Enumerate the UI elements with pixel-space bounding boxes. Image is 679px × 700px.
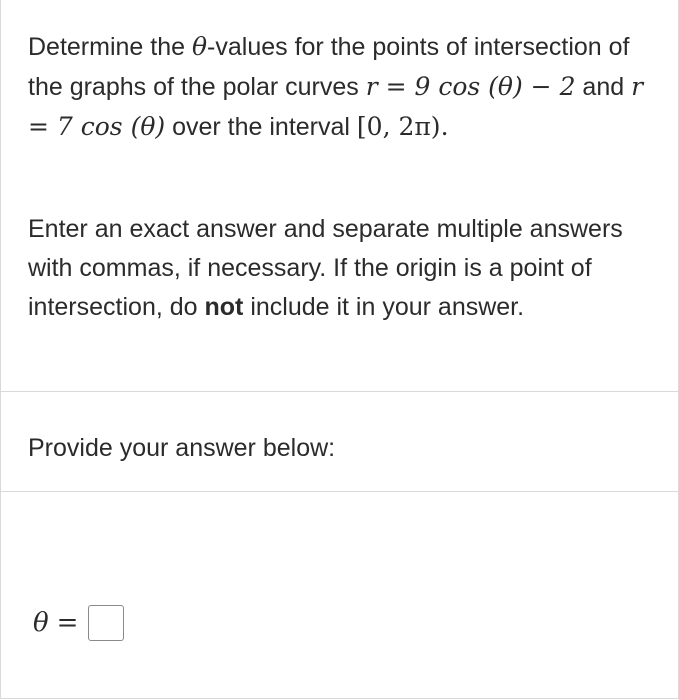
curve-2-equation: r = 7 cos (θ) — [28, 72, 644, 141]
question-body: -values for the points of intersection of the graphs of the polar curves — [28, 33, 630, 101]
theta-symbol: θ — [191, 32, 208, 61]
over-text: over the interval — [165, 113, 357, 141]
answer-variable: θ — [33, 608, 49, 638]
answer-row — [33, 603, 124, 643]
instructions-text — [28, 210, 648, 327]
equals-sign: = — [56, 608, 79, 638]
and-text: and — [575, 73, 632, 101]
instructions-emphasis: not — [204, 293, 244, 321]
answer-section — [1, 492, 678, 698]
period: . — [440, 112, 449, 141]
question-text — [28, 27, 648, 147]
answer-prompt: Provide your answer below: — [28, 434, 336, 462]
question-intro: Determine the — [28, 33, 192, 61]
curve-1-equation: r = 9 cos (θ) − 2 — [365, 72, 576, 101]
interval: [0, 2π) — [356, 112, 441, 141]
answer-input[interactable] — [88, 605, 124, 641]
instructions-part-1: Enter an exact answer and separate multiple answers with commas, if necessary. If the origin is a point of intersection, do — [28, 215, 623, 321]
instructions-part-2: include it in your answer. — [243, 293, 525, 321]
